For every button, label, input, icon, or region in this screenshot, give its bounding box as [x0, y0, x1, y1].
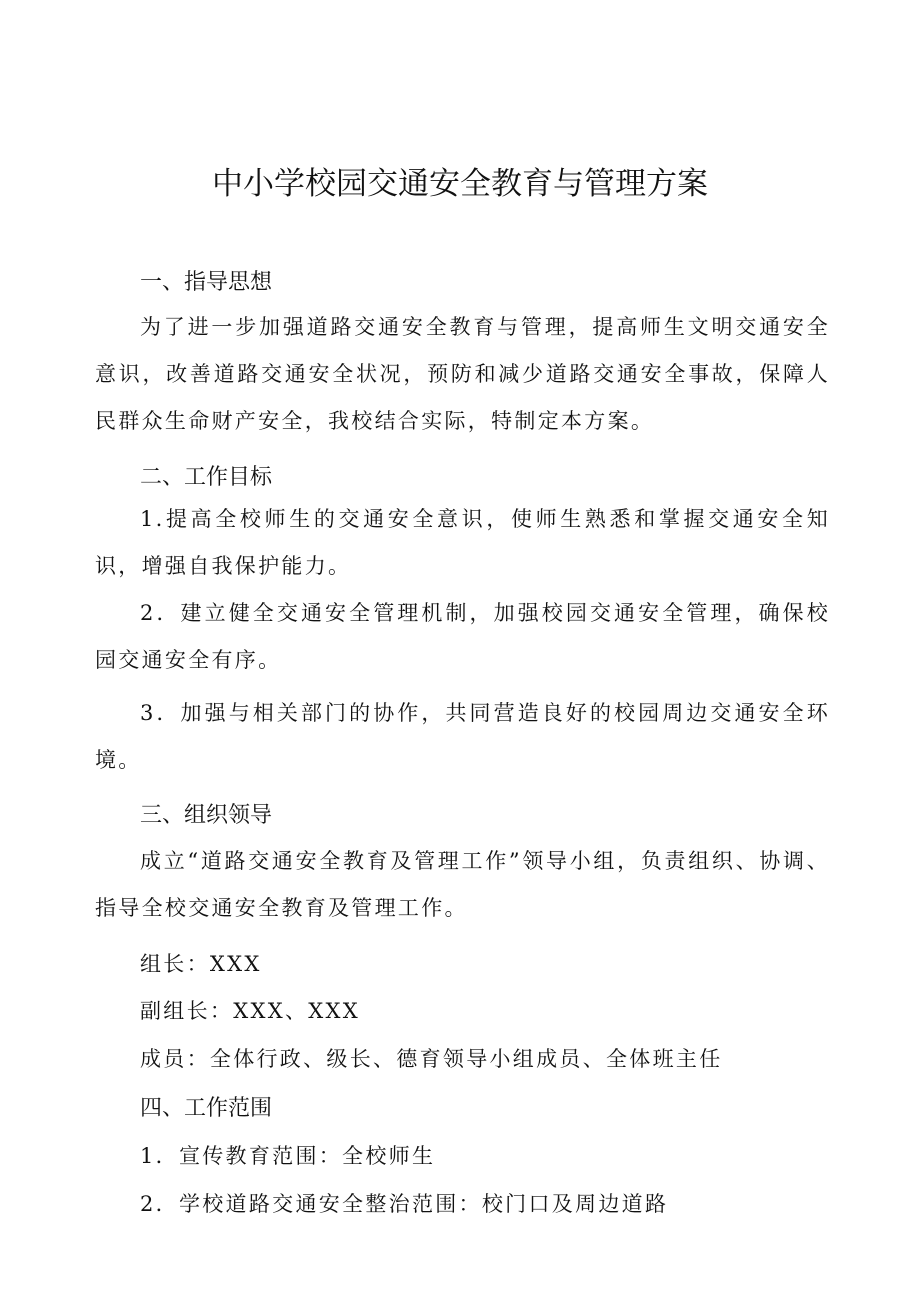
- goal-item-2: 2．建立健全交通安全管理机制，加强校园交通安全管理，确保校园交通安全有序。: [95, 601, 830, 672]
- scope-item-2: 2．学校道路交通安全整治范围：校门口及周边道路: [140, 1192, 669, 1216]
- section-heading-guiding-ideology: 一、指导思想: [140, 270, 273, 295]
- paragraph-organization: 成立“道路交通安全教育及管理工作”领导小组，负责组织、协调、指导全校交通安全教育及管理工作。: [95, 849, 830, 920]
- paragraph-guiding-ideology: 为了进一步加强道路交通安全教育与管理，提高师生文明交通安全意识，改善道路交通安全状况，预防和减少道路交通安全事故，保障人民群众生命财产安全，我校结合实际，特制定本方案。: [95, 315, 830, 433]
- document-title: 中小学校园交通安全教育与管理方案: [212, 166, 708, 202]
- deputy-leader-line: 副组长：XXX、XXX: [140, 999, 361, 1023]
- goal-item-3: 3．加强与相关部门的协作，共同营造良好的校园周边交通安全环境。: [95, 701, 830, 772]
- group-leader-line: 组长：XXX: [140, 952, 262, 976]
- section-heading-organization: 三、组织领导: [140, 803, 273, 828]
- goal-item-1: 1.提高全校师生的交通安全意识，使师生熟悉和掌握交通安全知识，增强自我保护能力。: [95, 507, 830, 578]
- scope-item-1: 1．宣传教育范围：全校师生: [140, 1144, 436, 1168]
- section-heading-work-goals: 二、工作目标: [140, 465, 273, 490]
- members-line: 成员：全体行政、级长、德育领导小组成员、全体班主任: [140, 1047, 723, 1071]
- section-heading-work-scope: 四、工作范围: [140, 1096, 273, 1121]
